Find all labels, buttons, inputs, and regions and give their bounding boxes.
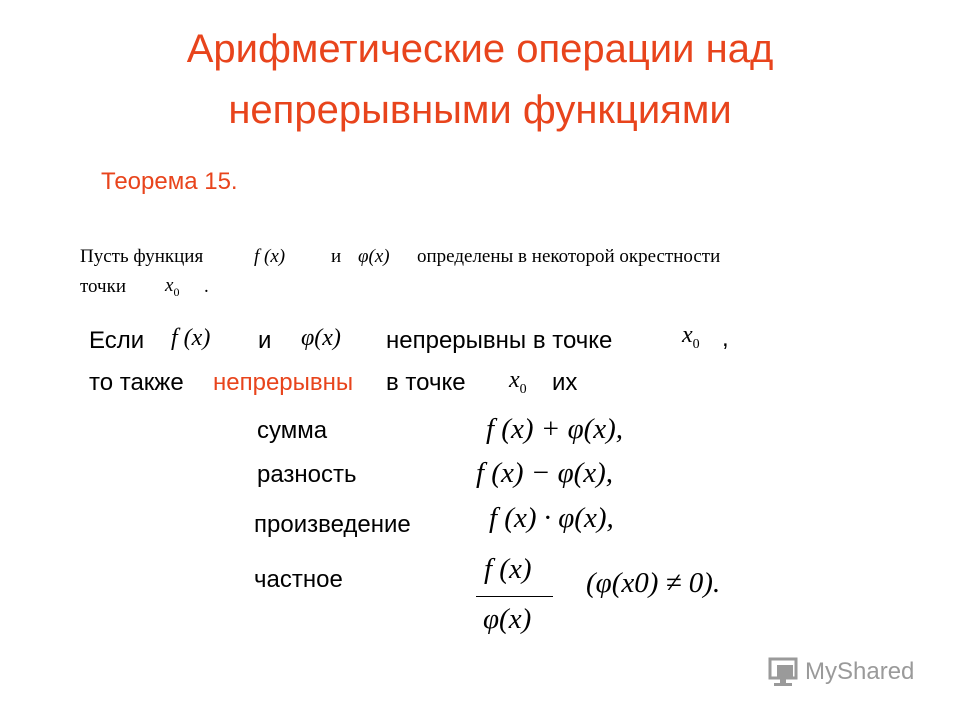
- fraction-bar: [476, 596, 553, 597]
- if-word: Если: [89, 327, 145, 354]
- at-point: в точке: [386, 369, 466, 396]
- page-title-line-2: непрерывными функциями: [228, 88, 732, 132]
- op-label-difference: разность: [257, 461, 357, 488]
- then-continuous-red: непрерывны: [213, 369, 354, 396]
- quotient-denominator: φ(x): [483, 603, 532, 635]
- statement-comma: ,: [722, 325, 729, 352]
- op-label-quotient: частное: [254, 566, 343, 593]
- page-title-line-1: Арифметические операции над: [186, 27, 774, 71]
- then-also: то также: [89, 369, 184, 396]
- continuous-at-point: непрерывны в точке: [386, 327, 613, 354]
- premise-f-of-x: f (x): [254, 246, 286, 267]
- statement-f-of-x: f (x): [171, 325, 211, 351]
- premise-text-2: и: [331, 246, 342, 267]
- premise-text-3: определены в некоторой окрестности: [417, 246, 721, 267]
- op-label-product: произведение: [254, 511, 411, 538]
- premise-text-4: точки: [80, 276, 127, 297]
- premise-x0: $x_0$: [165, 275, 180, 299]
- op-label-sum: сумма: [257, 417, 328, 444]
- premise-text-1: Пусть функция: [80, 246, 204, 267]
- quotient-numerator: f (x): [484, 553, 532, 585]
- their-word: их: [552, 369, 578, 396]
- op-formula-difference: f (x) − φ(x),: [476, 457, 614, 489]
- op-formula-product: f (x) · φ(x),: [489, 502, 614, 534]
- quotient-condition: (φ(x0) ≠ 0).: [586, 567, 721, 599]
- and-word: и: [258, 327, 272, 354]
- myshared-watermark: MyShared: [805, 658, 915, 685]
- statement-phi-of-x: φ(x): [301, 325, 341, 351]
- premise-phi-of-x: φ(x): [358, 246, 390, 267]
- statement-x0-2: $x_0$: [509, 367, 527, 397]
- myshared-logo-icon: [768, 656, 802, 688]
- theorem-label: Теорема 15.: [101, 168, 238, 195]
- op-formula-sum: f (x) + φ(x),: [486, 413, 624, 445]
- statement-x0: $x_0$: [682, 322, 700, 352]
- premise-period: .: [204, 276, 209, 297]
